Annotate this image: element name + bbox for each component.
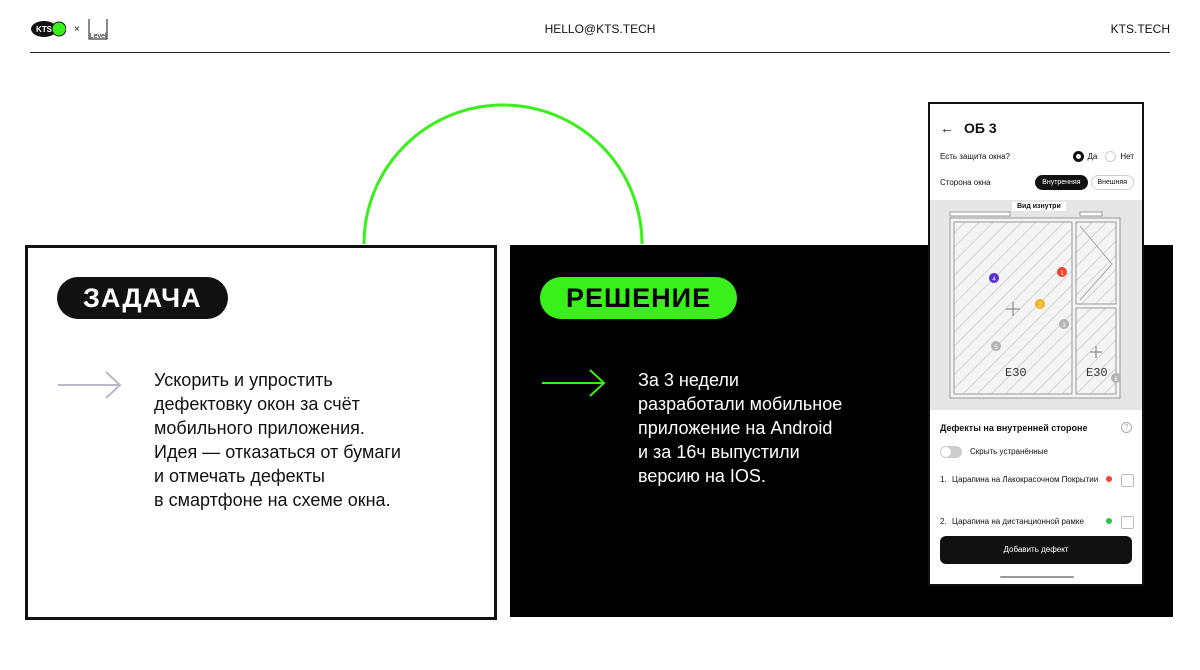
scheme-title: Вид изнутри xyxy=(1012,202,1066,211)
task-line: Ускорить и упростить xyxy=(154,370,333,390)
radio-yes-label: Да xyxy=(1087,152,1098,161)
hide-fixed-toggle[interactable] xyxy=(940,446,962,458)
radio-yes[interactable] xyxy=(1073,151,1084,162)
solution-line: и за 16ч выпустили xyxy=(638,442,800,462)
marker-1: 1 xyxy=(1060,271,1064,277)
level-logo-text: Level xyxy=(89,33,107,40)
phone-topbar xyxy=(940,120,997,136)
defect-name: Царапина на Лакокрасочном Покрытии xyxy=(952,475,1099,484)
task-line: дефектовку окон за счёт xyxy=(154,394,360,414)
defect-name: Царапина на дистанционной рамке xyxy=(952,517,1084,526)
hide-fixed-label: Скрыть устранённые xyxy=(970,447,1048,456)
back-arrow-icon[interactable]: ← xyxy=(940,120,954,136)
task-panel xyxy=(25,245,497,620)
kts-logo-text: KTS xyxy=(36,25,52,34)
marker-2: 2 xyxy=(1038,303,1042,309)
radio-no-label: Нет xyxy=(1120,152,1134,161)
solution-title: РЕШЕНИЕ xyxy=(540,277,737,319)
defect-list-item[interactable] xyxy=(940,474,1134,487)
task-line: Идея — отказаться от бумаги xyxy=(154,442,401,462)
home-indicator xyxy=(1000,576,1074,578)
phone-mockup xyxy=(928,102,1144,586)
task-description xyxy=(154,368,474,512)
defect-number: 1. xyxy=(940,475,947,484)
defect-list-item[interactable] xyxy=(940,516,1134,529)
task-line: и отмечать дефекты xyxy=(154,466,325,486)
arrow-right-icon xyxy=(56,370,124,400)
help-icon[interactable]: ? xyxy=(1121,422,1132,433)
defects-title: Дефекты на внутренней стороне xyxy=(940,423,1088,433)
task-line: мобильного приложения. xyxy=(154,418,365,438)
protection-label: Есть защита окна? xyxy=(940,152,1010,161)
solution-line: За 3 недели xyxy=(638,370,739,390)
solution-line: разработали мобильное xyxy=(638,394,843,414)
scheme-label-right: E30 xyxy=(1086,366,1108,380)
logo-separator: × xyxy=(74,23,80,35)
email-link[interactable]: HELLO@KTS.TECH xyxy=(544,22,656,36)
task-line: в смартфоне на схеме окна. xyxy=(154,490,391,510)
radio-no[interactable] xyxy=(1105,151,1116,162)
task-title: ЗАДАЧА xyxy=(57,277,228,319)
window-diagram xyxy=(930,200,1142,410)
side-label: Сторона окна xyxy=(940,178,991,187)
side-row xyxy=(940,175,1134,190)
header xyxy=(30,0,1170,53)
defect-status-dot xyxy=(1106,476,1112,482)
marker-5: 5 xyxy=(994,345,998,351)
solution-line: приложение на Android xyxy=(638,418,833,438)
side-option-outer[interactable]: Внешняя xyxy=(1091,175,1135,190)
site-link[interactable]: KTS.TECH xyxy=(1110,22,1170,36)
marker-3: 3 xyxy=(1062,323,1066,329)
marker-6: 6 xyxy=(1114,377,1118,383)
defect-checkbox[interactable] xyxy=(1121,474,1134,487)
solution-line: версию на IOS. xyxy=(638,466,766,486)
add-defect-button[interactable]: Добавить дефект xyxy=(940,536,1132,564)
side-segmented-control xyxy=(1035,175,1134,190)
arrow-right-icon xyxy=(540,368,608,398)
defect-number: 2. xyxy=(940,517,947,526)
solution-description xyxy=(638,368,898,488)
scheme-label-left: E30 xyxy=(1005,366,1027,380)
marker-4: 4 xyxy=(992,277,996,283)
window-scheme[interactable] xyxy=(930,200,1142,410)
defect-status-dot xyxy=(1106,518,1112,524)
phone-title: ОБ 3 xyxy=(964,120,997,136)
defect-checkbox[interactable] xyxy=(1121,516,1134,529)
side-option-inner[interactable]: Внутренняя xyxy=(1035,175,1087,190)
protection-row xyxy=(940,151,1134,162)
